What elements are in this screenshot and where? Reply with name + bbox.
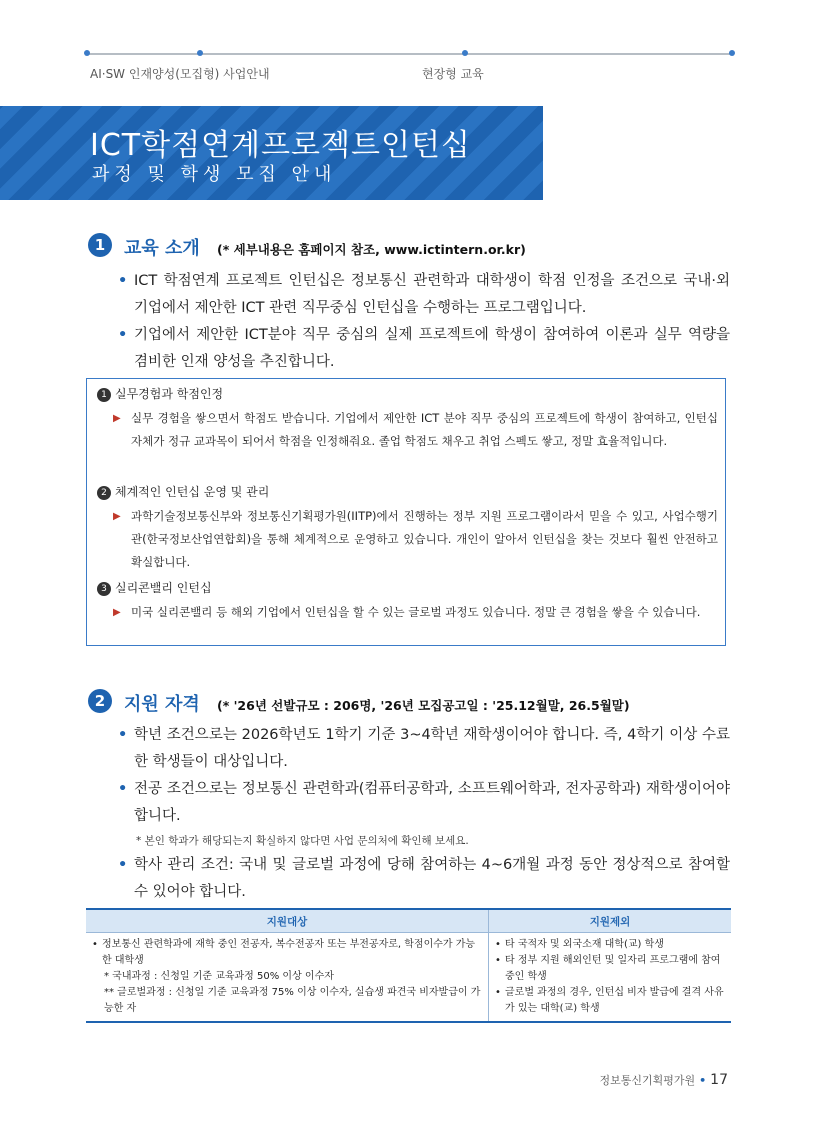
table-line: • 타 국적자 및 외국소재 대학(교) 학생 <box>495 937 725 953</box>
feature-body: ▶ 실무 경험을 쌓으면서 학점도 받습니다. 기업에서 제안한 ICT 분야 직무 중심의 프로젝트에 학생이 참여하고, 인턴십 자체가 정규 교과목이 되어서 학점을 인정해줘요. 졸업 학점도 채우고 취업 스펙도 쌓고, 정말 효율적입니다. <box>97 407 722 453</box>
feature-heading: 실무경험과 학점인정 <box>115 387 224 401</box>
section1-title: 교육 소개 <box>124 238 200 259</box>
table-line: ** 글로벌과정 : 신청일 기준 교육과정 75% 이상 이수자, 실습생 파견국 비자발급이 가능한 자 <box>104 987 481 1014</box>
feature-item <box>97 385 722 453</box>
footer-org: 정보통신기획평가원 <box>599 1074 696 1087</box>
table-line: • 정보통신 관련학과에 재학 중인 전공자, 복수전공자 또는 부전공자로, 학점이수가 가능한 대학생 <box>92 937 482 969</box>
table-line: * 국내과정 : 신청일 기준 교육과정 50% 이상 이수자 <box>104 971 334 982</box>
header-section-title: 현장형 교육 <box>422 67 484 81</box>
footer-separator: • <box>699 1074 707 1087</box>
table-cell-excluded <box>489 933 732 1023</box>
section1-bullets <box>118 268 730 376</box>
table-header-excluded: 지원제외 <box>489 909 732 933</box>
list-item: • 전공 조건으로는 정보통신 관련학과(컴퓨터공학과, 소프트웨어학과, 전자공학과) 재학생이어야 합니다. <box>118 776 730 830</box>
list-item: • ICT 학점연계 프로젝트 인턴십은 정보통신 관련학과 대학생이 학점 인정을 조건으로 국내·외 기업에서 제안한 ICT 관련 직무중심 인턴십을 수행하는 프로그램입니다. <box>118 268 730 322</box>
table-header-eligible: 지원대상 <box>86 909 489 933</box>
feature-number: 2 <box>97 486 111 500</box>
feature-heading: 체계적인 인턴십 운영 및 관리 <box>115 485 270 499</box>
page-footer <box>600 1072 729 1088</box>
page-number: 17 <box>710 1072 728 1088</box>
header-rule-dot <box>84 50 90 56</box>
header-rule <box>88 53 731 55</box>
section2-number: 2 <box>88 689 112 713</box>
header-rule-dot <box>462 50 468 56</box>
feature-item <box>97 579 722 624</box>
header-rule-dot <box>197 50 203 56</box>
feature-heading: 실리콘밸리 인턴십 <box>115 581 212 595</box>
header-rule-dot <box>729 50 735 56</box>
section2-note: (* '26년 선발규모 : 206명, '26년 모집공고일 : '25.12월말, 26.5월말) <box>217 698 630 713</box>
banner-subtitle: 과정 및 학생 모집 안내 <box>92 164 337 185</box>
eligibility-table <box>86 908 731 1023</box>
banner-title: ICT학점연계프로젝트인턴십 <box>90 128 471 163</box>
section2-bullets <box>118 722 730 906</box>
feature-item <box>97 483 722 574</box>
table-cell-eligible <box>86 933 489 1023</box>
table-line: • 글로벌 과정의 경우, 인턴십 비자 발급에 결격 사유가 있는 대학(교) 학생 <box>495 985 725 1017</box>
feature-body: ▶ 과학기술정보통신부와 정보통신기획평가원(IITP)에서 진행하는 정부 지원 프로그램이라서 믿을 수 있고, 사업수행기관(한국정보산업연합회)을 통해 체계적으로 운영하고 있습니다. 개인이 알아서 인턴십을 찾는 것보다 훨씬 안전하고 확실합니다. <box>97 505 722 574</box>
feature-number: 1 <box>97 388 111 402</box>
table-row <box>86 933 731 1023</box>
feature-box <box>86 378 726 646</box>
list-item: • 기업에서 제안한 ICT분야 직무 중심의 실제 프로젝트에 학생이 참여하여 이론과 실무 역량을 겸비한 인재 양성을 추진합니다. <box>118 322 730 376</box>
feature-number: 3 <box>97 582 111 596</box>
list-item: • 학년 조건으로는 2026학년도 1학기 기준 3~4학년 재학생이어야 합니다. 즉, 4학기 이상 수료한 학생들이 대상입니다. <box>118 722 730 776</box>
section2-subnote: * 본인 학과가 해당되는지 확실하지 않다면 사업 문의처에 확인해 보세요. <box>136 835 469 847</box>
header-doc-title: AI·SW 인재양성(모집형) 사업안내 <box>90 67 270 81</box>
section1-note: (* 세부내용은 홈페이지 참조, www.ictintern.or.kr) <box>217 242 526 257</box>
list-item: • 학사 관리 조건: 국내 및 글로벌 과정에 당해 참여하는 4~6개월 과정 동안 정상적으로 참여할 수 있어야 합니다. <box>118 852 730 906</box>
section2-title: 지원 자격 <box>124 694 200 715</box>
section1-number: 1 <box>88 233 112 257</box>
feature-body: ▶ 미국 실리콘밸리 등 해외 기업에서 인턴십을 할 수 있는 글로벌 과정도 있습니다. 정말 큰 경험을 쌓을 수 있습니다. <box>97 601 722 624</box>
table-line: • 타 정부 지원 해외인턴 및 일자리 프로그램에 참여 중인 학생 <box>495 953 725 985</box>
